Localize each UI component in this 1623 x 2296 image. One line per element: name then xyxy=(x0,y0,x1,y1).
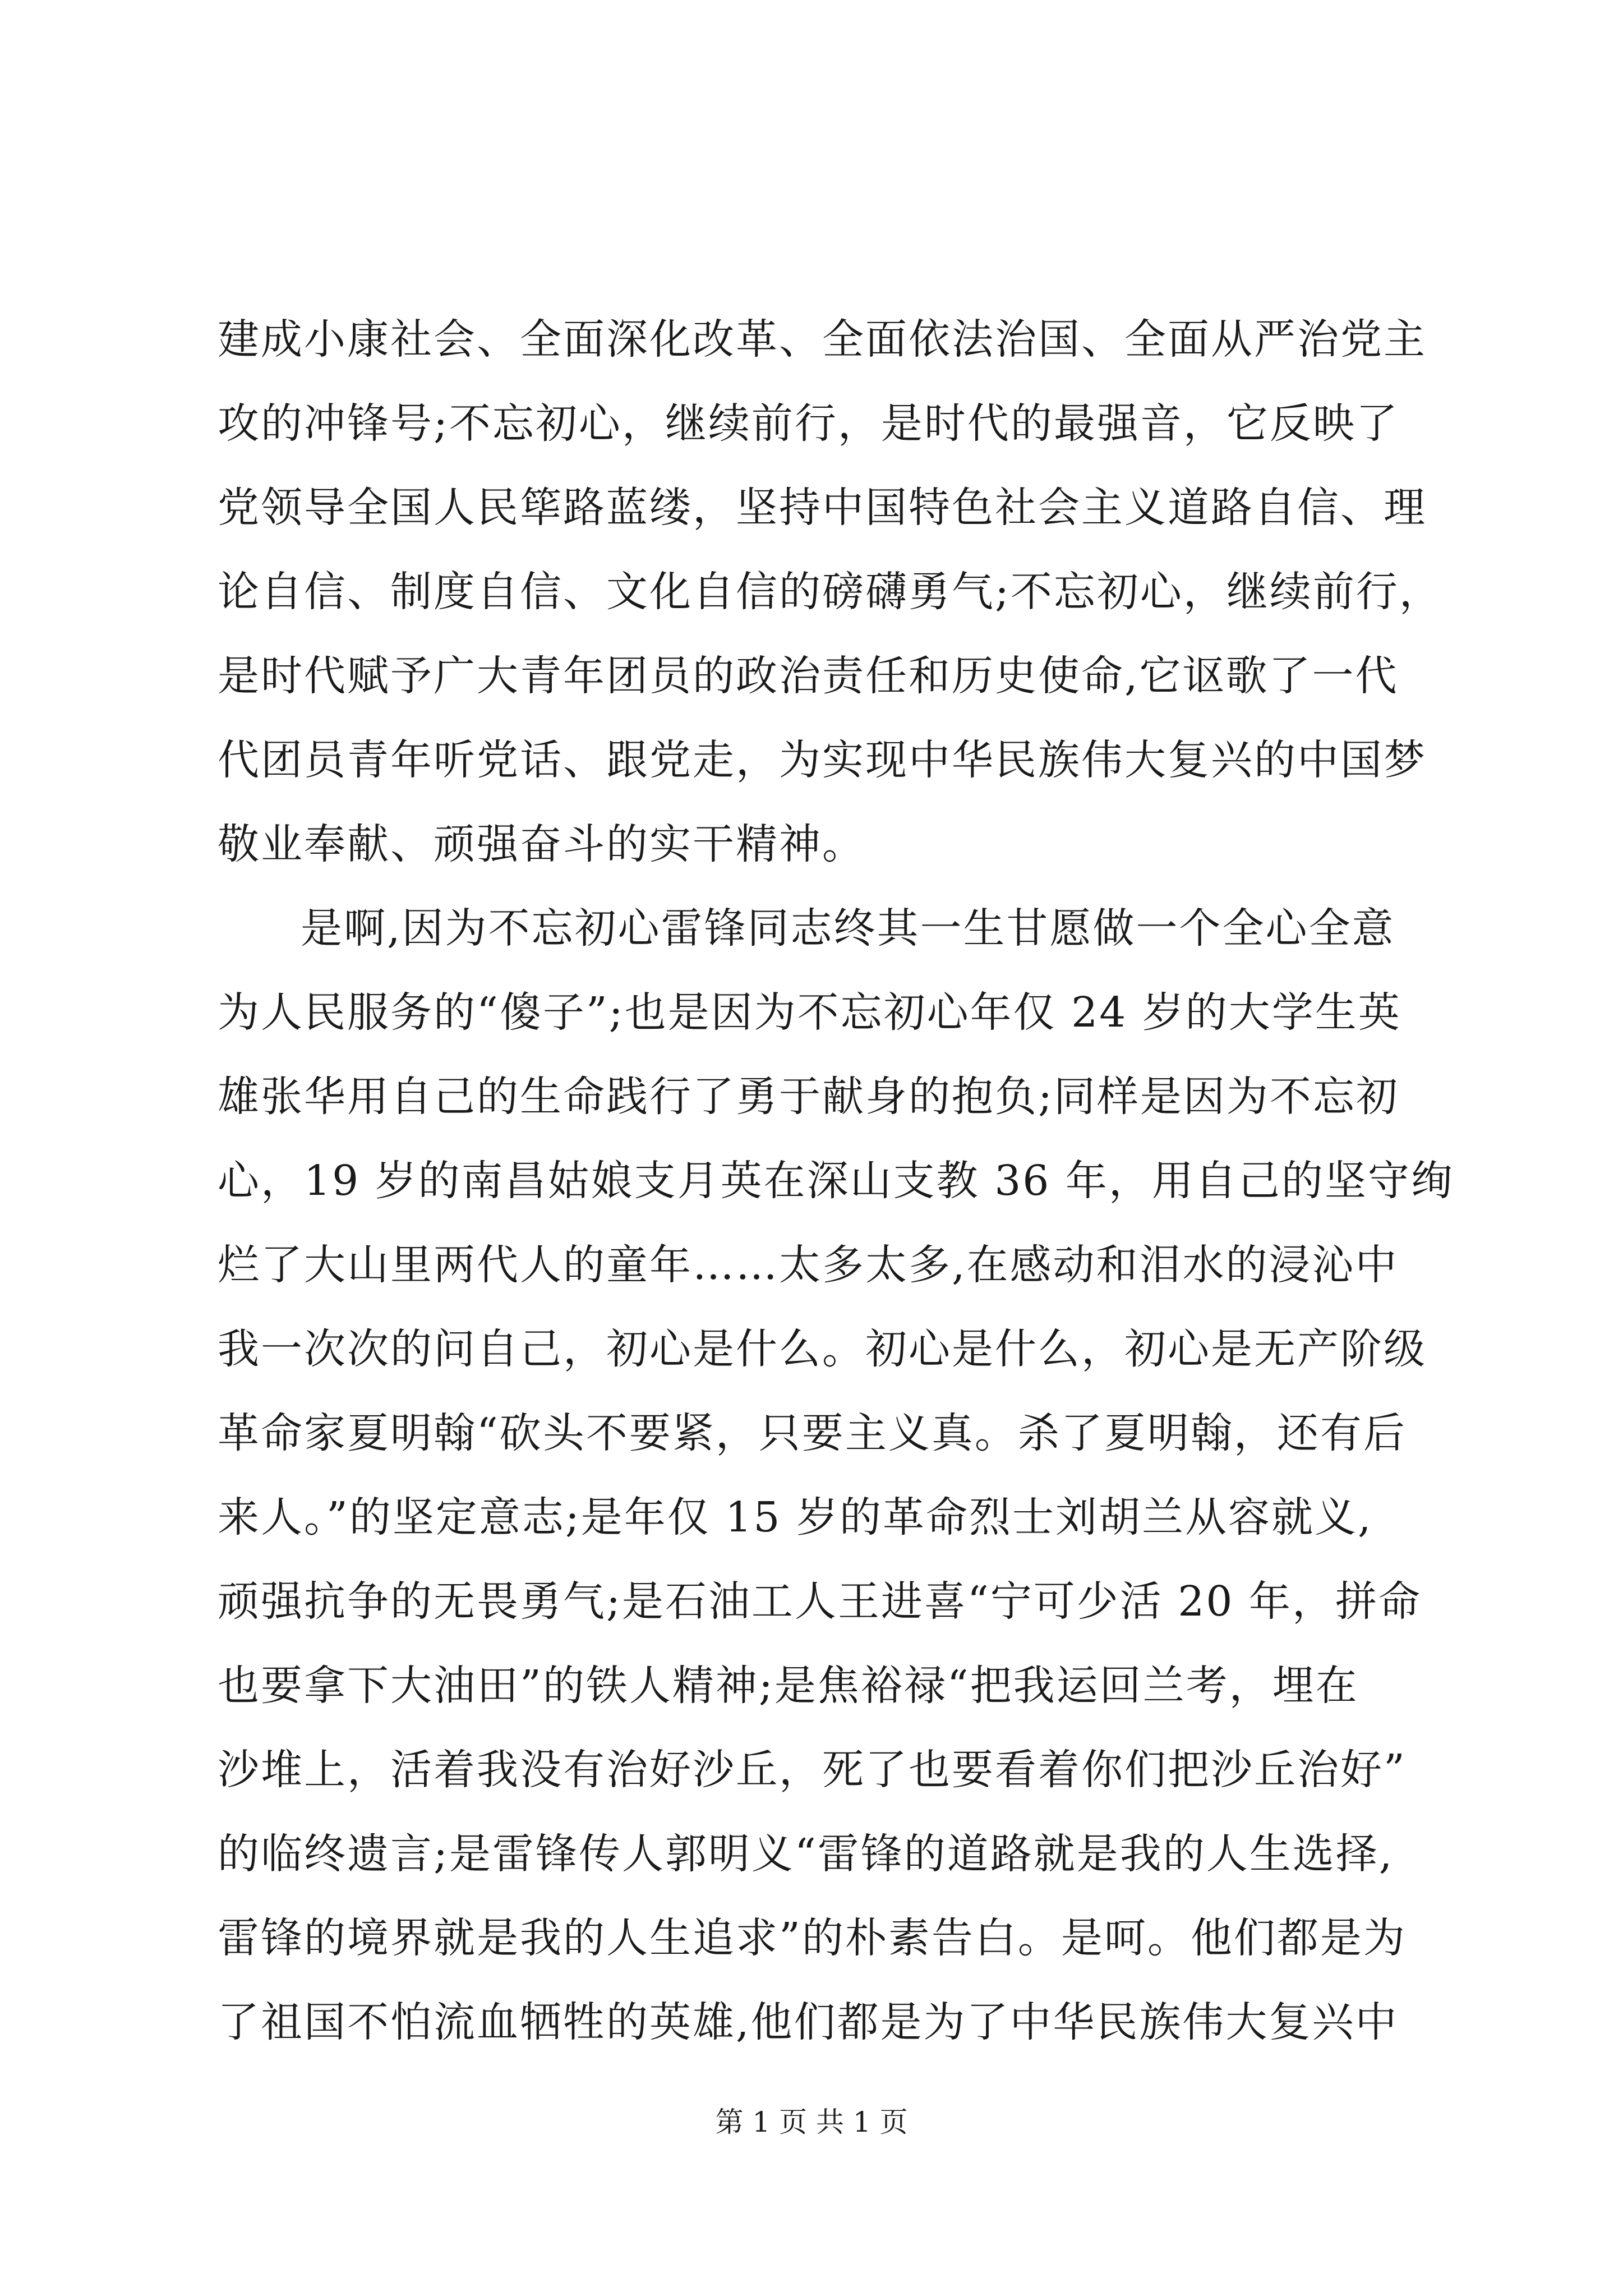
text-line: 顽强抗争的无畏勇气;是石油工人王进喜“宁可少活 20 年，拼命 xyxy=(218,1577,1422,1626)
text-line: 代团员青年听党话、跟党走，为实现中华民族伟大复兴的中国梦 xyxy=(218,736,1427,784)
page-number-label: 第 1 页 共 1 页 xyxy=(715,2106,908,2138)
text-line: 敬业奉献、顽强奋斗的实干精神。 xyxy=(218,820,865,868)
text-line: 为人民服务的“傻子”;也是因为不忘初心年仅 24 岁的大学生英 xyxy=(218,988,1401,1037)
text-line: 的临终遗言;是雷锋传人郭明义“雷锋的道路就是我的人生选择, xyxy=(218,1830,1394,1878)
text-line: 沙堆上，活着我没有治好沙丘，死了也要看着你们把沙丘治好” xyxy=(218,1746,1407,1794)
text-line: 攻的冲锋号;不忘初心，继续前行，是时代的最强音，它反映了 xyxy=(218,399,1399,448)
text-line: 来人。”的坚定意志;是年仅 15 岁的革命烈士刘胡兰从容就义, xyxy=(218,1493,1373,1542)
text-line: 雄张华用自己的生命践行了勇于献身的抱负;同样是因为不忘初 xyxy=(218,1073,1399,1121)
text-line: 革命家夏明翰“砍头不要紧，只要主义真。杀了夏明翰，还有后 xyxy=(218,1409,1407,1457)
text-line: 党领导全国人民筚路蓝缕，坚持中国特色社会主义道路自信、理 xyxy=(218,484,1427,532)
text-line: 烂了大山里两代人的童年……太多太多,在感动和泪水的浸沁中 xyxy=(218,1241,1399,1289)
text-line: 是时代赋予广大青年团员的政治责任和历史使命,它讴歌了一代 xyxy=(218,652,1399,700)
text-line: 是啊,因为不忘初心雷锋同志终其一生甘愿做一个全心全意 xyxy=(301,904,1395,953)
paragraph-2 xyxy=(218,886,1454,2064)
text-line: 了祖国不怕流血牺牲的英雄,他们都是为了中华民族伟大复兴中 xyxy=(218,1998,1399,2046)
text-line: 雷锋的境界就是我的人生追求”的朴素告白。是呵。他们都是为 xyxy=(218,1914,1407,1962)
document-body xyxy=(218,297,1454,2064)
text-line: 建成小康社会、全面深化改革、全面依法治国、全面从严治党主 xyxy=(218,315,1427,364)
paragraph-1 xyxy=(218,297,1442,886)
text-line: 论自信、制度自信、文化自信的磅礴勇气;不忘初心，继续前行， xyxy=(218,568,1442,616)
text-line: 也要拿下大油田”的铁人精神;是焦裕禄“把我运回兰考，埋在 xyxy=(218,1662,1359,1710)
text-line: 我一次次的问自己，初心是什么。初心是什么，初心是无产阶级 xyxy=(218,1325,1427,1373)
text-line: 心，19 岁的南昌姑娘支月英在深山支教 36 年，用自己的坚守绚 xyxy=(218,1157,1454,1205)
page-footer xyxy=(0,2102,1623,2142)
